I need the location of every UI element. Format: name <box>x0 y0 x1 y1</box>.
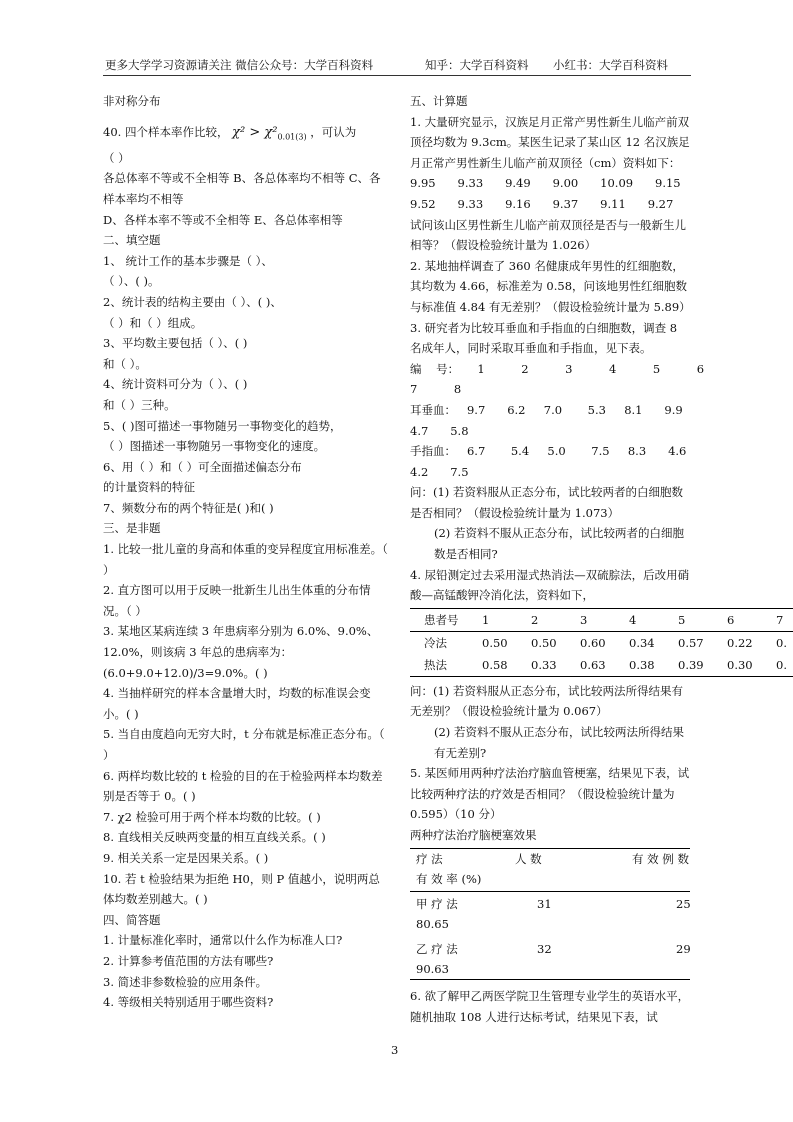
table-row <box>410 892 690 980</box>
data-row: 手指血： 6.7 5.4 5.0 7.5 8.3 4.6 <box>410 444 687 459</box>
table-cell: 0.34 <box>629 635 655 650</box>
table-cell: 25 <box>676 897 691 912</box>
table-title: 两种疗法治疗脑梗塞效果 <box>410 828 537 842</box>
data-row: 编 号： 1 2 3 4 5 6 <box>410 361 705 376</box>
short-answer-item: 4. 等级相关特别适用于哪些资料? <box>103 995 274 1010</box>
right-column <box>410 91 793 1028</box>
table-cell: 有 效 例 数 <box>632 851 689 866</box>
text-line: 非对称分布 <box>103 94 161 108</box>
table-header-row <box>410 848 690 892</box>
judge-item: 1. 比较一批儿童的身高和体重的变异程度宜用标准差。（ ） <box>103 542 388 577</box>
table-cell: 0.38 <box>629 657 655 672</box>
table-cell: 1 <box>482 608 531 631</box>
table-cell: 0.60 <box>580 635 606 650</box>
fill-item: （ ）和（ ）组成。 <box>103 315 203 330</box>
data-row: 9.52 9.33 9.16 9.37 9.11 9.27 <box>410 196 674 211</box>
fill-item: 2、统计表的结构主要由（ ）、( )、 <box>103 294 282 309</box>
calc-item-6: 6. 欲了解甲乙两医学院卫生管理专业学生的英语水平，随机抽取 108 人进行达标考试，结果见下表，试 <box>410 989 690 1024</box>
table-cell: 2 <box>531 608 580 631</box>
fill-item: 7、频数分布的两个特征是( )和( ) <box>103 500 274 515</box>
table-cell: 0.22 <box>727 635 753 650</box>
judge-item: 4. 当抽样研究的样本含量增大时，均数的标准误会变小。( ) <box>103 686 371 721</box>
judge-item: 7. χ2 检验可用于两个样本均数的比较。( ) <box>103 809 321 824</box>
judge-item: 8. 直线相关反映两变量的相互直线关系。( ) <box>103 830 326 845</box>
short-answer-item: 2. 计算参考值范围的方法有哪些? <box>103 953 274 968</box>
calc-item-2: 2. 某地抽样调查了 360 名健康成年男性的红细胞数，其均数为 4.66，标准差为 0.58，问该地男性红细胞数与标准值 4.84 有无差别？（假设检验统计量为 5.89） <box>410 258 691 314</box>
fill-item: 3、平均数主要包括（ ）、( ) <box>103 336 248 351</box>
judge-item: 3. 某地区某病连续 3 年患病率分别为 6.0%、9.0%、12.0%，则该病 3 年总的患病率为：(6.0+9.0+12.0)/3=9.0%。( ) <box>103 624 379 680</box>
table-cell: 0.57 <box>678 635 704 650</box>
table-cell: 29 <box>676 941 691 956</box>
table-header-row <box>410 608 793 631</box>
question-40: 40. 四个样本率作比较， $\chi^2 > \chi^2_{0.01(3)}$ ，可认为 <box>103 124 357 142</box>
table-cell: 0.50 <box>482 635 508 650</box>
calc-item-4: 4. 尿铅测定过去采用湿式热消法—双硫腙法，后改用硝酸—高锰酸钾冷消化法，资料如下， <box>410 567 690 603</box>
table-cell: 有 效 率 (%) <box>416 871 482 886</box>
calc-item-5: 5. 某医师用两种疗法治疗脑血管梗塞，结果见下表，试比较两种疗法的疗效是否相同？（假设检验统计量为 0.595）（10 分） <box>410 766 690 822</box>
table-cell: 3 <box>580 608 629 631</box>
urine-lead-table <box>410 608 793 677</box>
calc-item-3-q1: 问：(1) 若资料服从正态分布，试比较两者的白细胞数是否相同？（假设检验统计量为 1.073） <box>410 485 683 520</box>
data-row: 4.2 7.5 <box>410 464 469 479</box>
calc-item-3-q2: (2) 若资料不服从正态分布，试比较两者的白细胞数是否相同? <box>434 526 684 562</box>
judge-item: 5. 当自由度趋向无穷大时，t 分布就是标准正态分布。（ ） <box>103 727 385 762</box>
table-cell: 0.39 <box>678 657 704 672</box>
table-cell: 0.50 <box>531 635 557 650</box>
table-cell: 90.63 <box>416 961 449 976</box>
calc-item-3: 3. 研究者为比较耳垂血和手指血的白细胞数，调查 8 名成年人，同时采取耳垂血和手指血，见下表。 <box>410 320 678 356</box>
short-answer-item: 1. 计量标准化率时，通常以什么作为标准人口? <box>103 933 343 948</box>
table-cell: 7 <box>776 608 793 631</box>
section-heading: 二、填空题 <box>103 233 161 248</box>
table-cell: 0. <box>776 635 787 650</box>
table-cell: 31 <box>537 897 552 912</box>
header-middle: 知乎：大学百科资料 <box>425 58 529 72</box>
text-line: （ ） <box>103 150 130 165</box>
table-cell: 0. <box>776 657 787 672</box>
fill-item: 6、用（ ）和（ ）可全面描述偏态分布 <box>103 459 302 474</box>
table-cell: 6 <box>727 608 776 631</box>
header-right: 小红书：大学百科资料 <box>553 58 668 72</box>
table-cell: 0.33 <box>531 657 557 672</box>
fill-item: 和（ ）三种。 <box>103 397 176 412</box>
fill-item: （ ）图描述一事物随另一事物变化的速度。 <box>103 439 326 454</box>
table-row <box>410 654 793 677</box>
table-cell: 0.63 <box>580 657 606 672</box>
table-cell: 32 <box>537 941 552 956</box>
calc-item-1: 1. 大量研究显示，汉族足月正常产男性新生儿临产前双顶径均数为 9.3cm。某医生记录了某山区 12 名汉族足月正常产男性新生儿临产前双顶径（cm）资料如下： <box>410 114 690 170</box>
section-heading: 三、是非题 <box>103 521 161 536</box>
page-header <box>103 55 691 76</box>
chi-square-formula: $\chi^2 > \chi^2_{0.01(3)}$ <box>232 124 307 142</box>
table-cell: 80.65 <box>416 917 449 932</box>
table-cell: 4 <box>629 608 678 631</box>
data-row: 耳垂血： 9.7 6.2 7.0 5.3 8.1 9.9 <box>410 402 683 417</box>
options-line: 各总体率不等或不全相等 B、各总体率均不相等 C、各样本率均不相等 <box>103 171 381 206</box>
table-cell: 冷法 <box>424 635 447 650</box>
judge-item: 6. 两样均数比较的 t 检验的目的在于检验两样本均数差别是否等于 0。( ) <box>103 768 383 804</box>
options-line: D、各样本率不等或不全相等 E、各总体率相等 <box>103 212 343 227</box>
calc-item-4-q2: (2) 若资料不服从正态分布，试比较两法所得结果有无差别? <box>434 725 684 760</box>
left-column <box>103 91 388 1013</box>
fill-item: （ ）、( )。 <box>103 274 160 289</box>
table-cell: 5 <box>678 608 727 631</box>
fill-item: 1、 统计工作的基本步骤是（ ）、 <box>103 253 273 268</box>
calc-item-1-question: 试问该山区男性新生儿临产前双顶径是否与一般新生儿相等？（假设检验统计量为 1.026） <box>410 217 686 253</box>
data-row: 9.95 9.33 9.49 9.00 10.09 9.15 <box>410 176 681 191</box>
table-cell: 0.30 <box>727 657 753 672</box>
fill-item: 的计量资料的特征 <box>103 480 195 495</box>
fill-item: 和（ ）。 <box>103 356 147 371</box>
fill-item: 4、统计资料可分为（ ）、( ) <box>103 377 248 392</box>
data-row: 7 8 <box>410 382 462 397</box>
table-cell: 患者号 <box>410 608 482 631</box>
section-heading: 四、简答题 <box>103 912 161 927</box>
table-cell: 人 数 <box>515 851 542 866</box>
table-row <box>410 631 793 654</box>
table-cell: 甲 疗 法 <box>416 897 458 912</box>
judge-item: 10. 若 t 检验结果为拒绝 H0，则 P 值越小，说明两总体均数差别越大。( ) <box>103 871 380 907</box>
judge-item: 9. 相关关系一定是因果关系。( ) <box>103 850 269 865</box>
calc-item-4-q1: 问：(1) 若资料服从正态分布，试比较两法所得结果有无差别？（假设检验统计量为 0.067） <box>410 683 683 719</box>
section-heading: 五、计算题 <box>410 94 468 108</box>
fill-item: 5、( )图可描述一事物随另一事物变化的趋势， <box>103 418 342 433</box>
table-cell: 乙 疗 法 <box>416 941 458 956</box>
header-left: 更多大学学习资源请关注 微信公众号：大学百科资料 <box>105 58 374 72</box>
therapy-table <box>410 848 690 981</box>
short-answer-item: 3. 简述非参数检验的应用条件。 <box>103 974 268 989</box>
table-cell: 热法 <box>424 657 447 672</box>
judge-item: 2. 直方图可以用于反映一批新生儿出生体重的分布情况。（ ） <box>103 583 371 618</box>
table-cell: 0.58 <box>482 657 508 672</box>
page-number: 3 <box>391 1043 399 1057</box>
table-cell: 疗 法 <box>416 851 443 866</box>
data-row: 4.7 5.8 <box>410 423 469 438</box>
